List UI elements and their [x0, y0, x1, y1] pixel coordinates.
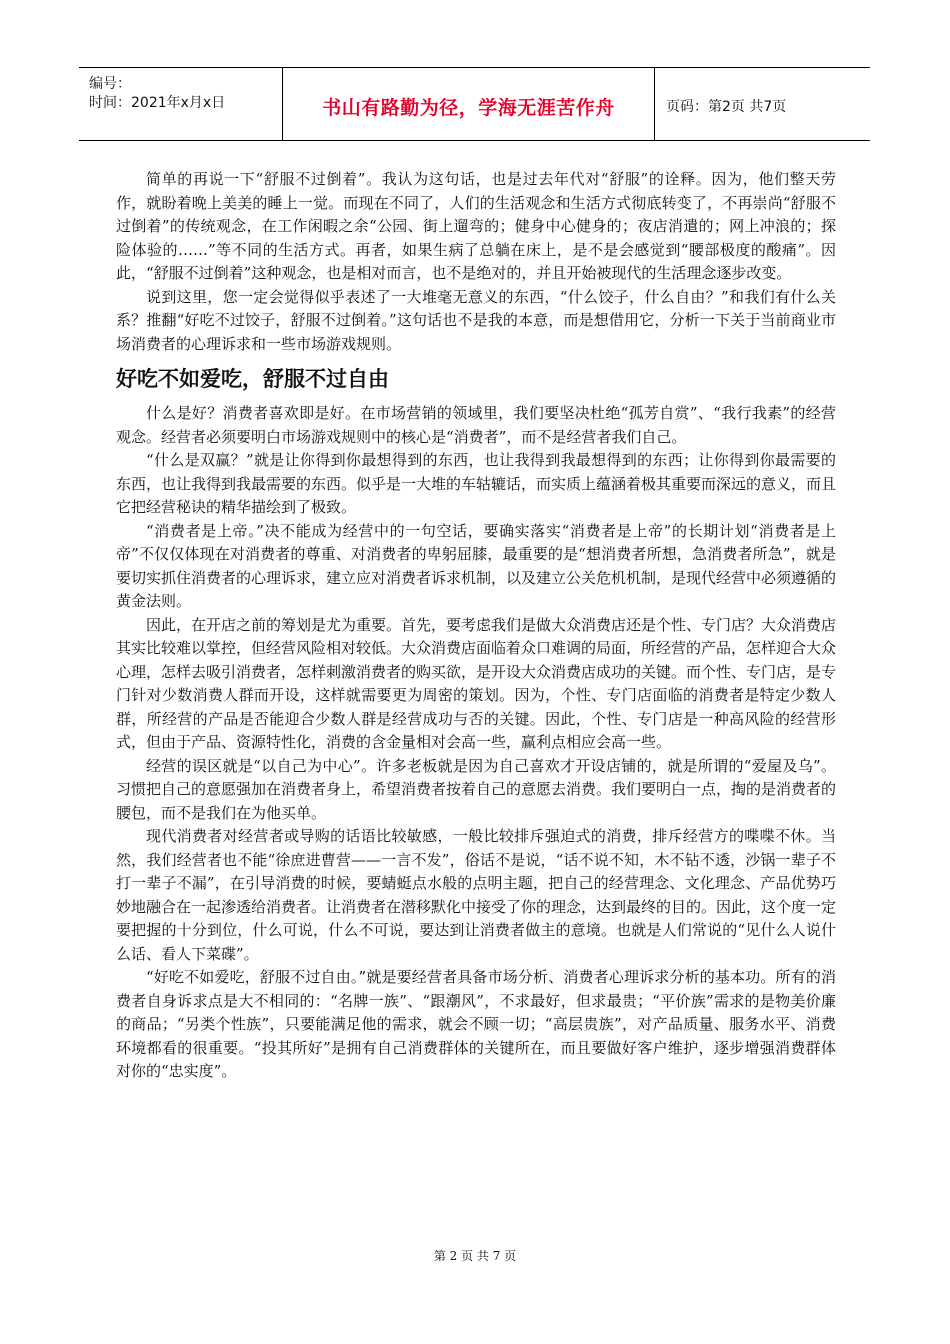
- header-motto-cell: [282, 68, 655, 140]
- page-footer: 第 2 页 共 7 页: [433, 1249, 517, 1263]
- paragraph: 简单的再说一下“舒服不过倒着”。我认为这句话，也是过去年代对“舒服”的诠释。因为，他们整天劳作，就盼着晚上美美的睡上一觉。而现在不同了，人们的生活观念和生活方式彻底转变了，不再崇尚“舒服不过倒着”的传统观念，在工作闲暇之余“公园、街上遛弯的；健身中心健身的；夜店消遣的；网上冲浪的；探险体验的……”等不同的生活方式。再者，如果生病了总躺在床上，是不是会感觉到“腰部极度的酸痛”。因此，“舒服不过倒着”这种观念，也是相对而言，也不是绝对的，并且开始被现代的生活理念逐步改变。: [116, 170, 836, 282]
- header-page-cell: [654, 68, 870, 140]
- number-label: 编号：: [89, 76, 131, 92]
- paragraph: 说到这里，您一定会觉得似乎表述了一大堆毫无意义的东西，“什么饺子，什么自由？”和我们有什么关系？推翻“好吃不过饺子，舒服不过倒着。”这句话也不是我的本意，而是想借用它，分析一下关于当前商业市场消费者的心理诉求和一些市场游戏规则。: [116, 287, 836, 353]
- header-meta-cell: [79, 68, 282, 140]
- header-table: [79, 67, 870, 141]
- paragraph: “什么是双赢？”就是让你得到你最想得到的东西，也让我得到我最想得到的东西；让你得到你最需要的东西，也让我得到我最需要的东西。似乎是一大堆的车轱辘话，而实质上蕴涵着极其重要而深远的意义，而且它把经营秘诀的精华描绘到了极致。: [116, 451, 837, 516]
- section-title: 好吃不如爱吃，舒服不过自由: [116, 367, 389, 391]
- paragraph: 什么是好？消费者喜欢即是好。在市场营销的领域里，我们要坚决杜绝“孤芳自赏”、“我行我素”的经营观念。经营者必须要明白市场游戏规则中的核心是“消费者”，而不是经营者我们自己。: [116, 404, 836, 446]
- time-label: 时间：2021年x月x日: [89, 95, 226, 111]
- paragraph: “消费者是上帝。”决不能成为经营中的一句空话，要确实落实“消费者是上帝”的长期计划“消费者是上帝”不仅仅体现在对消费者的尊重、对消费者的卑躬屈膝，最重要的是“想消费者所想，急消费者所急”，就是要切实抓住消费者的心理诉求，建立应对消费者诉求机制，以及建立公关危机机制，是现代经营中必须遵循的黄金法则。: [116, 521, 837, 610]
- paragraph: “好吃不如爱吃，舒服不过自由。”就是要经营者具备市场分析、消费者心理诉求分析的基本功。所有的消费者自身诉求点是大不相同的：“名牌一族”、“跟潮风”，不求最好，但求最贵；“平价族”需求的是物美价廉的商品；“另类个性族”，只要能满足他的需求，就会不顾一切；“高层贵族”，对产品质量、服务水平、消费环境都看的很重要。“投其所好”是拥有自己消费群体的关键所在，而且要做好客户维护，逐步增强消费群体对你的“忠实度”。: [116, 968, 836, 1080]
- motto: 书山有路勤为径，学海无涯苦作舟: [322, 97, 615, 119]
- page-label: 页码：第2页 共7页: [666, 99, 787, 115]
- document-body: [116, 168, 836, 1084]
- paragraph: 经营的误区就是“以自己为中心”。许多老板就是因为自己喜欢才开设店铺的，就是所谓的“爱屋及乌”。习惯把自己的意愿强加在消费者身上，希望消费者按着自己的意愿去消费。我们要明白一点，掏的是消费者的腰包，而不是我们在为他买单。: [116, 756, 837, 822]
- paragraph: 现代消费者对经营者或导购的话语比较敏感，一般比较排斥强迫式的消费，排斥经营方的喋喋不休。当然，我们经营者也不能“徐庶进曹营——一言不发”，俗话不是说，“话不说不知，木不钻不透，沙锅一辈子不打一辈子不漏”，在引导消费的时候，要蜻蜓点水般的点明主题，把自己的经营理念、文化理念、产品优势巧妙地融合在一起渗透给消费者。让消费者在潜移默化中接受了你的理念，达到最终的目的。因此，这个度一定要把握的十分到位，什么可说，什么不可说，要达到让消费者做主的意境。也就是人们常说的“见什么人说什么话、看人下菜碟”。: [116, 827, 837, 963]
- paragraph: 因此，在开店之前的筹划是尤为重要。首先，要考虑我们是做大众消费店还是个性、专门店？大众消费店其实比较难以掌控，但经营风险相对较低。大众消费店面临着众口难调的局面，所经营的产品，怎样迎合大众心理，怎样去吸引消费者，怎样刺激消费者的购买欲，是开设大众消费店成功的关键。而个性、专门店，是专门针对少数消费人群而开设，这样就需要更为周密的策划。因为，个性、专门店面临的消费者是特定少数人群，所经营的产品是否能迎合少数人群是经营成功与否的关键。因此，个性、专门店是一种高风险的经营形式，但由于产品、资源特性化，消费的含金量相对会高一些，赢利点相应会高一些。: [116, 615, 837, 751]
